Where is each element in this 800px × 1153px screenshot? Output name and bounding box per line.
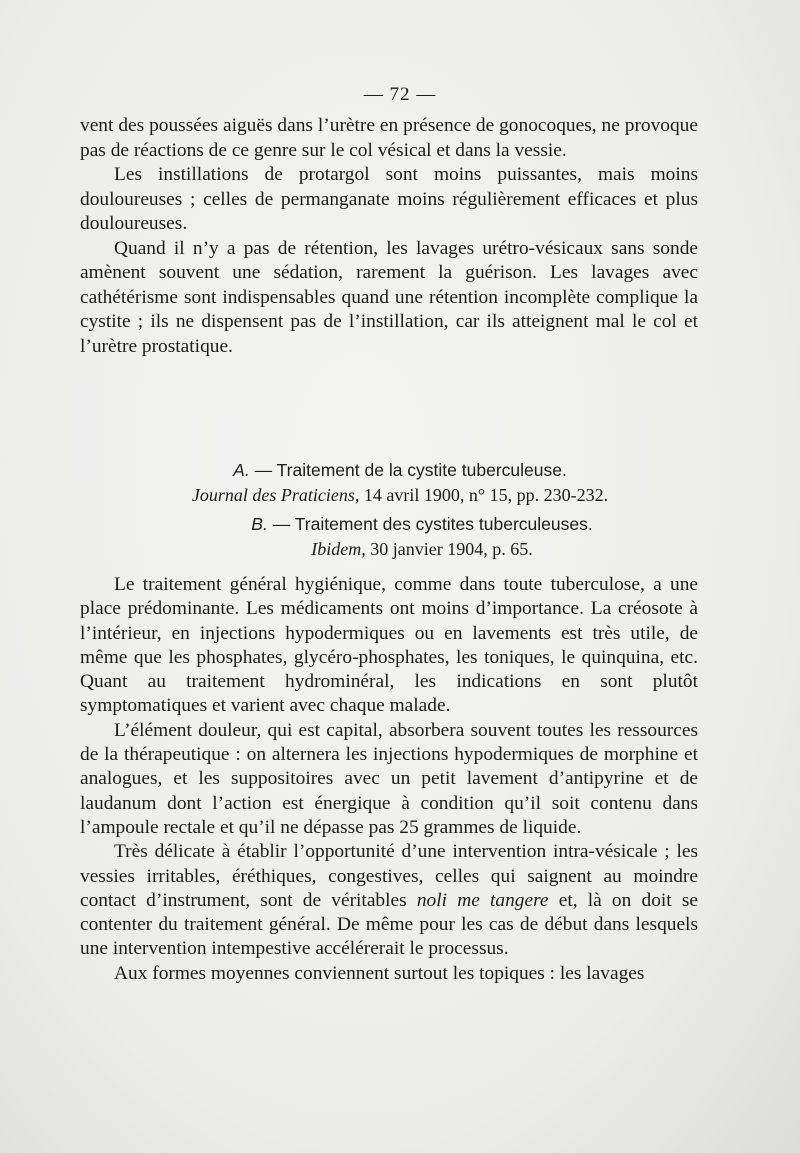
paragraph: L’élément douleur, qui est capital, absorbera souvent toutes les ressources de la thérapeutique : on alternera les injections hypodermiques de morphine et analogues, et les suppositoires avec un petit lavement d’antipyrine et de laudanum dont l’action est énergique à condition qu’il soit contenu dans l’ampoule rectale et qu’il ne dépasse pas 25 grammes de liquide. bbox=[80, 719, 698, 838]
reference-source bbox=[22, 537, 800, 562]
reference-letter: A. bbox=[233, 460, 250, 480]
reference-details: 30 janvier 1904, p. 65. bbox=[365, 539, 533, 559]
reference-source bbox=[0, 483, 800, 508]
reference-title bbox=[22, 512, 800, 537]
reference-title bbox=[0, 458, 800, 483]
paragraph: Le traitement général hygiénique, comme dans toute tuberculose, a une place prédominante. Les médicaments ont moins d’importance. La créosote à l’intérieur, en injections hypodermiques ou en lavements est très utile, de même que les phosphates, glycéro-phosphates, les toniques, le quinquina, etc. Quant au traitement hydrominéral, les indications en sont plutôt symptomatiques et varient avec chaque malade. bbox=[80, 574, 698, 717]
reference-title-text: — Traitement des cystites tuberculeuses. bbox=[272, 514, 593, 534]
reference-details: 14 avril 1900, n° 15, pp. 230-232. bbox=[359, 485, 609, 505]
text-block-bottom bbox=[80, 573, 698, 986]
page-number: — 72 — bbox=[363, 84, 437, 105]
paragraph-text: Très délicate à établir l’opportunité d’une intervention intra-vésicale ; les vessies irritables, éréthiques, congestives, celles qui saignent au moindre contact d’instrument, sont de véritables bbox=[80, 841, 698, 911]
reference-journal: Ibidem, bbox=[311, 539, 366, 559]
paragraph: Aux formes moyennes conviennent surtout les topiques : les lavages bbox=[114, 962, 645, 984]
paragraph: vent des poussées aiguës dans l’urètre en présence de gonocoques, ne provoque pas de réactions de ce genre sur le col vésical et dans la vessie. bbox=[80, 115, 698, 161]
text-block-top bbox=[80, 114, 698, 359]
reference-letter: B. bbox=[251, 514, 268, 534]
paragraph: Les instillations de protargol sont moins puissantes, mais moins douloureuses ; celles de permanganate moins régulièrement efficaces et plus douloureuses. bbox=[80, 164, 698, 234]
paragraph bbox=[80, 840, 698, 961]
latin-phrase: noli me tangere bbox=[416, 889, 549, 911]
reference-journal: Journal des Praticiens, bbox=[191, 485, 360, 505]
reference-a bbox=[0, 458, 800, 508]
paragraph: Quand il n’y a pas de rétention, les lavages urétro-vésicaux sans sonde amènent souvent une sédation, rarement la guérison. Les lavages avec cathétérisme sont indispensables quand une rétention incomplète complique la cystite ; ils ne dispensent pas de l’instillation, car ils atteignent mal le col et l’urètre prostatique. bbox=[80, 237, 698, 357]
paragraph-text: et, là on doit se contenter du traitement général. De même pour les cas de début dans lesquels une intervention intempestive accélérerait le processus. bbox=[80, 889, 698, 960]
reference-b bbox=[22, 512, 800, 562]
reference-title-text: — Traitement de la cystite tuberculeuse. bbox=[254, 460, 567, 480]
